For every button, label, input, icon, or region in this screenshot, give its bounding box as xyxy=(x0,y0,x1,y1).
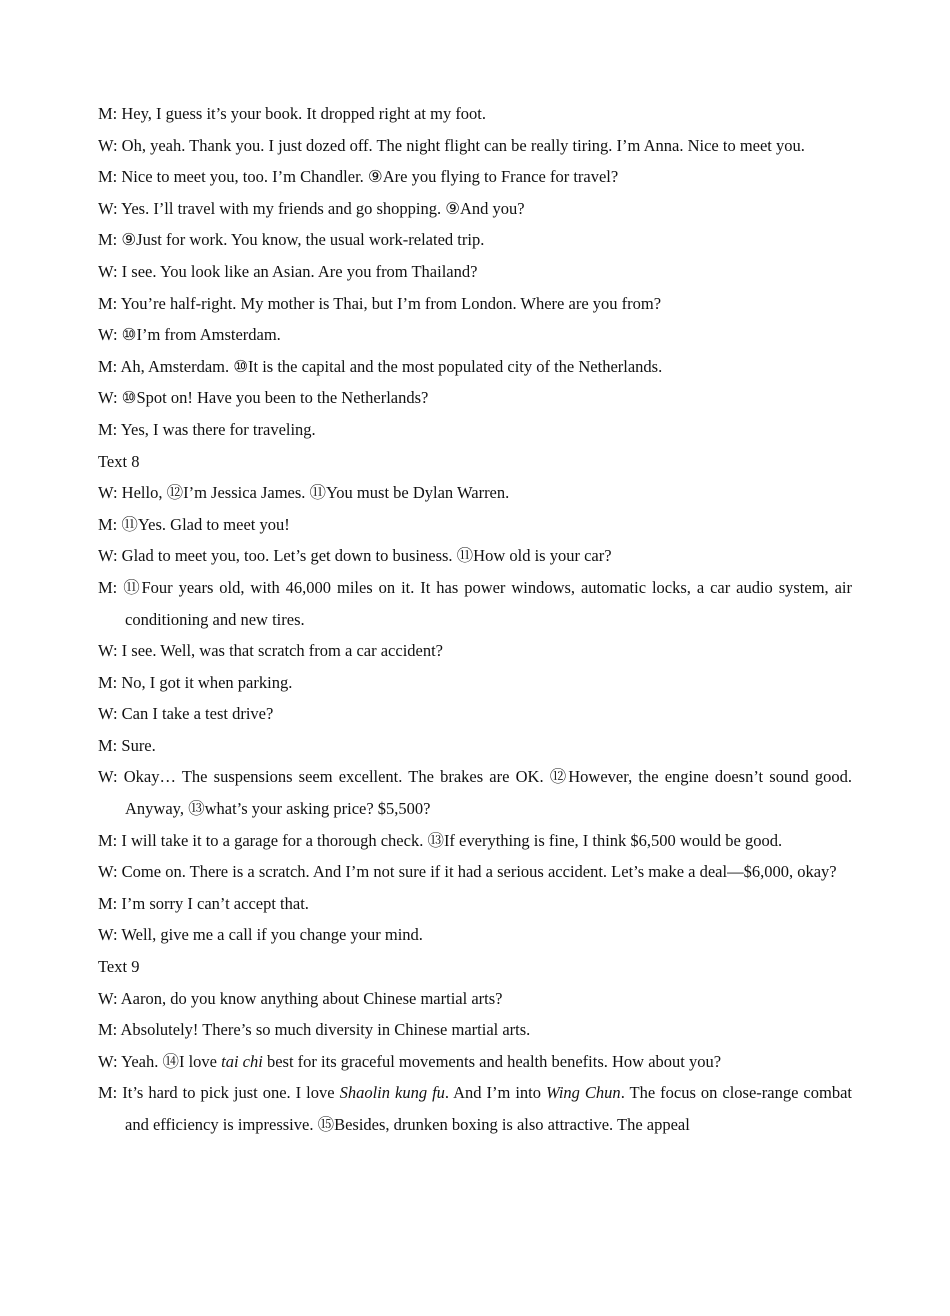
line-text: . And I’m into xyxy=(444,1083,547,1103)
text-8-dialogue xyxy=(98,477,852,951)
line-text: . The focus on close-range combat and efficiency is impressive. ⑮Besides, drunken boxing is also attractive. The appeal xyxy=(125,1083,852,1134)
speaker-label: W: xyxy=(98,925,118,945)
dialogue-line xyxy=(98,193,852,225)
speaker-label: M: xyxy=(98,735,118,755)
speaker-label: W: xyxy=(98,483,118,503)
dialogue-line xyxy=(98,1077,852,1140)
speaker-label: M: xyxy=(98,672,118,692)
speaker-label: M: xyxy=(98,1020,118,1040)
dialogue-line xyxy=(98,635,852,667)
speaker-label: M: xyxy=(98,577,118,597)
dialogue-line xyxy=(98,540,852,572)
dialogue-line xyxy=(98,224,852,256)
line-text: Aaron, do you know anything about Chinese martial arts? xyxy=(120,988,503,1008)
speaker-label: W: xyxy=(98,261,118,281)
dialogue-line xyxy=(98,382,852,414)
line-text: ⑩Spot on! Have you been to the Netherlands? xyxy=(121,388,429,408)
speaker-label: W: xyxy=(98,388,118,408)
dialogue-line xyxy=(98,761,852,824)
speaker-label: W: xyxy=(98,767,118,787)
dialogue-line xyxy=(98,919,852,951)
dialogue-line xyxy=(98,98,852,130)
speaker-label: M: xyxy=(98,104,118,123)
dialogue-line xyxy=(98,825,852,857)
line-text: Yeah. ⑭I love xyxy=(121,1051,222,1071)
dialogue-line xyxy=(98,698,852,730)
line-text: Oh, yeah. Thank you. I just dozed off. The night flight can be really tiring. I’m Anna. Nice to meet you. xyxy=(121,135,805,155)
line-text: I will take it to a garage for a thorough check. ⑬If everything is fine, I think $6,500 would be good. xyxy=(121,830,783,850)
speaker-label: W: xyxy=(98,135,118,155)
dialogue-line xyxy=(98,856,852,888)
dialogue-line xyxy=(98,477,852,509)
speaker-label: M: xyxy=(98,167,118,187)
line-text: ⑪Yes. Glad to meet you! xyxy=(121,514,290,534)
line-text: ⑨Just for work. You know, the usual work-related trip. xyxy=(121,230,485,250)
dialogue-line xyxy=(98,730,852,762)
text-7-dialogue xyxy=(98,98,852,446)
speaker-label: W: xyxy=(98,862,118,882)
speaker-label: M: xyxy=(98,230,118,250)
line-text: best for its graceful movements and health benefits. How about you? xyxy=(262,1051,722,1071)
line-text: ⑪Four years old, with 46,000 miles on it. It has power windows, automatic locks, a car audio system, air conditioning and new tires. xyxy=(123,577,852,629)
italic-term: Shaolin kung fu xyxy=(339,1083,445,1103)
document-page xyxy=(98,98,852,1141)
line-text: Absolutely! There’s so much diversity in Chinese martial arts. xyxy=(120,1020,531,1040)
line-text: I see. You look like an Asian. Are you from Thailand? xyxy=(121,261,478,281)
text-9-heading: Text 9 xyxy=(98,957,140,977)
line-text: Glad to meet you, too. Let’s get down to business. ⑪How old is your car? xyxy=(121,546,612,566)
text-8-heading: Text 8 xyxy=(98,451,140,471)
speaker-label: M: xyxy=(98,356,118,376)
line-text: You’re half-right. My mother is Thai, but I’m from London. Where are you from? xyxy=(120,293,662,313)
dialogue-line xyxy=(98,256,852,288)
line-text: Okay… The suspensions seem excellent. The brakes are OK. ⑫However, the engine doesn’t sound good. Anyway, ⑬what’s your asking price? $5,500? xyxy=(123,767,852,819)
line-text: Yes. I’ll travel with my friends and go shopping. ⑨And you? xyxy=(121,198,525,218)
line-text: It’s hard to pick just one. I love xyxy=(122,1083,340,1103)
line-text: Yes, I was there for traveling. xyxy=(120,419,316,439)
dialogue-line xyxy=(98,1046,852,1078)
line-text: No, I got it when parking. xyxy=(121,672,293,692)
speaker-label: M: xyxy=(98,514,118,534)
dialogue-line xyxy=(98,509,852,541)
speaker-label: M: xyxy=(98,293,118,313)
dialogue-line xyxy=(98,667,852,699)
speaker-label: W: xyxy=(98,988,118,1008)
dialogue-line xyxy=(98,351,852,383)
line-text: Nice to meet you, too. I’m Chandler. ⑨Are you flying to France for travel? xyxy=(121,167,619,187)
line-text: ⑩I’m from Amsterdam. xyxy=(121,325,281,345)
italic-term: Wing Chun xyxy=(546,1083,621,1103)
line-text: Hello, ⑫I’m Jessica James. ⑪You must be Dylan Warren. xyxy=(121,483,510,503)
dialogue-line xyxy=(98,1014,852,1046)
line-text: Can I take a test drive? xyxy=(121,704,274,724)
speaker-label: M: xyxy=(98,419,118,439)
line-text: Sure. xyxy=(121,735,156,755)
speaker-label: W: xyxy=(98,704,118,724)
speaker-label: W: xyxy=(98,198,118,218)
dialogue-line xyxy=(98,319,852,351)
speaker-label: W: xyxy=(98,546,118,566)
text-9-dialogue xyxy=(98,983,852,1141)
dialogue-line xyxy=(98,572,852,635)
speaker-label: W: xyxy=(98,325,118,345)
line-text: Come on. There is a scratch. And I’m not sure if it had a serious accident. Let’s make a deal—$6,000, okay? xyxy=(121,862,837,882)
line-text: Hey, I guess it’s your book. It dropped right at my foot. xyxy=(121,104,487,123)
speaker-label: W: xyxy=(98,641,118,661)
line-text: Well, give me a call if you change your mind. xyxy=(121,925,423,945)
dialogue-line xyxy=(98,983,852,1015)
speaker-label: M: xyxy=(98,893,118,913)
dialogue-line xyxy=(98,130,852,162)
speaker-label: M: xyxy=(98,830,118,850)
speaker-label: W: xyxy=(98,1051,118,1071)
line-text: I see. Well, was that scratch from a car accident? xyxy=(121,641,444,661)
italic-term: tai chi xyxy=(221,1051,263,1071)
dialogue-line xyxy=(98,288,852,320)
dialogue-line xyxy=(98,888,852,920)
dialogue-line xyxy=(98,414,852,446)
dialogue-line xyxy=(98,161,852,193)
speaker-label: M: xyxy=(98,1083,118,1103)
line-text: I’m sorry I can’t accept that. xyxy=(121,893,309,913)
line-text: Ah, Amsterdam. ⑩It is the capital and the most populated city of the Netherlands. xyxy=(120,356,663,376)
